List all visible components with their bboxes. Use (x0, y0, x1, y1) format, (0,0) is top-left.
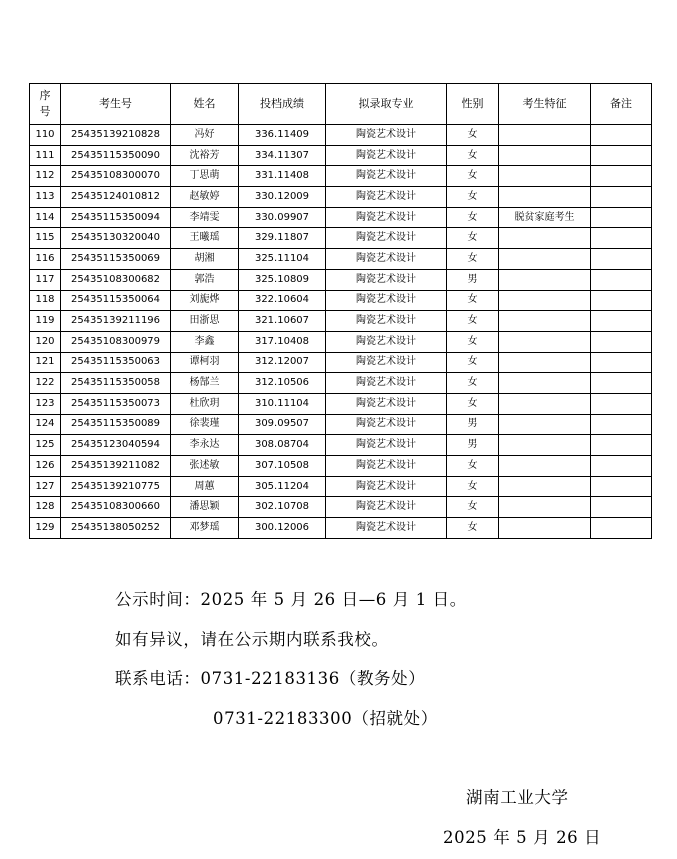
cell-score: 325.10809 (239, 269, 326, 290)
signature-date: 2025 年 5 月 26 日 (443, 828, 602, 847)
cell-gender: 女 (447, 311, 499, 332)
cell-name: 刘旎烨 (171, 290, 239, 311)
cell-feature (499, 331, 591, 352)
header-candidate-id: 考生号 (61, 84, 171, 125)
cell-score: 302.10708 (239, 497, 326, 518)
table-row (30, 125, 652, 146)
table-body (30, 125, 652, 539)
cell-candidate-id: 25435130320040 (61, 228, 171, 249)
cell-seq: 110 (30, 125, 61, 146)
cell-seq: 123 (30, 393, 61, 414)
cell-score: 330.09907 (239, 207, 326, 228)
cell-feature (499, 311, 591, 332)
cell-major: 陶瓷艺术设计 (326, 352, 447, 373)
cell-gender: 男 (447, 435, 499, 456)
cell-candidate-id: 25435115350089 (61, 414, 171, 435)
cell-feature (499, 373, 591, 394)
cell-major: 陶瓷艺术设计 (326, 311, 447, 332)
cell-major: 陶瓷艺术设计 (326, 269, 447, 290)
cell-major: 陶瓷艺术设计 (326, 249, 447, 270)
cell-feature (499, 187, 591, 208)
cell-note (591, 290, 652, 311)
cell-gender: 女 (447, 497, 499, 518)
cell-name: 杜欣玥 (171, 393, 239, 414)
cell-score: 330.12009 (239, 187, 326, 208)
cell-score: 308.08704 (239, 435, 326, 456)
header-name: 姓名 (171, 84, 239, 125)
cell-gender: 女 (447, 207, 499, 228)
cell-note (591, 145, 652, 166)
cell-score: 312.12007 (239, 352, 326, 373)
cell-seq: 113 (30, 187, 61, 208)
cell-seq: 119 (30, 311, 61, 332)
cell-candidate-id: 25435108300979 (61, 331, 171, 352)
cell-gender: 女 (447, 352, 499, 373)
cell-candidate-id: 25435115350094 (61, 207, 171, 228)
table-row (30, 414, 652, 435)
table-row (30, 331, 652, 352)
cell-note (591, 456, 652, 477)
cell-feature (499, 393, 591, 414)
cell-seq: 116 (30, 249, 61, 270)
cell-seq: 118 (30, 290, 61, 311)
cell-major: 陶瓷艺术设计 (326, 518, 447, 539)
admission-table (29, 83, 652, 539)
cell-candidate-id: 25435115350064 (61, 290, 171, 311)
table-row (30, 352, 652, 373)
cell-name: 邓梦瑶 (171, 518, 239, 539)
cell-score: 317.10408 (239, 331, 326, 352)
cell-seq: 120 (30, 331, 61, 352)
cell-name: 田浙思 (171, 311, 239, 332)
cell-major: 陶瓷艺术设计 (326, 166, 447, 187)
cell-note (591, 269, 652, 290)
cell-candidate-id: 25435115350090 (61, 145, 171, 166)
cell-note (591, 352, 652, 373)
cell-note (591, 414, 652, 435)
cell-gender: 女 (447, 393, 499, 414)
header-score: 投档成绩 (239, 84, 326, 125)
cell-name: 王曦瑶 (171, 228, 239, 249)
cell-feature (499, 518, 591, 539)
table-row (30, 269, 652, 290)
cell-feature (499, 145, 591, 166)
cell-name: 丁思萌 (171, 166, 239, 187)
cell-gender: 女 (447, 228, 499, 249)
notice-period: 公示时间：2025 年 5 月 26 日—6 月 1 日。 (115, 590, 467, 609)
table-row (30, 228, 652, 249)
table-row (30, 187, 652, 208)
header-gender: 性别 (447, 84, 499, 125)
cell-candidate-id: 25435139210828 (61, 125, 171, 146)
cell-name: 李鑫 (171, 331, 239, 352)
cell-name: 沈裕芳 (171, 145, 239, 166)
cell-seq: 125 (30, 435, 61, 456)
cell-seq: 127 (30, 476, 61, 497)
cell-note (591, 518, 652, 539)
cell-note (591, 497, 652, 518)
cell-name: 李永达 (171, 435, 239, 456)
cell-candidate-id: 25435115350073 (61, 393, 171, 414)
table-row (30, 207, 652, 228)
cell-feature (499, 352, 591, 373)
cell-major: 陶瓷艺术设计 (326, 497, 447, 518)
table-row (30, 249, 652, 270)
cell-candidate-id: 25435115350069 (61, 249, 171, 270)
cell-note (591, 228, 652, 249)
cell-gender: 女 (447, 331, 499, 352)
cell-major: 陶瓷艺术设计 (326, 145, 447, 166)
cell-note (591, 476, 652, 497)
header-note: 备注 (591, 84, 652, 125)
cell-major: 陶瓷艺术设计 (326, 393, 447, 414)
cell-candidate-id: 25435139211196 (61, 311, 171, 332)
cell-score: 300.12006 (239, 518, 326, 539)
cell-gender: 女 (447, 187, 499, 208)
cell-major: 陶瓷艺术设计 (326, 290, 447, 311)
cell-note (591, 435, 652, 456)
cell-candidate-id: 25435108300070 (61, 166, 171, 187)
header-seq (30, 84, 61, 125)
cell-note (591, 373, 652, 394)
cell-seq: 114 (30, 207, 61, 228)
table-header-row (30, 84, 652, 125)
cell-seq: 126 (30, 456, 61, 477)
table-row (30, 373, 652, 394)
cell-score: 312.10506 (239, 373, 326, 394)
table-row (30, 166, 652, 187)
cell-seq: 129 (30, 518, 61, 539)
cell-name: 谭柯羽 (171, 352, 239, 373)
cell-major: 陶瓷艺术设计 (326, 228, 447, 249)
cell-major: 陶瓷艺术设计 (326, 456, 447, 477)
cell-feature (499, 435, 591, 456)
cell-candidate-id: 25435115350063 (61, 352, 171, 373)
cell-gender: 女 (447, 249, 499, 270)
cell-note (591, 393, 652, 414)
table-row (30, 393, 652, 414)
cell-note (591, 311, 652, 332)
cell-feature (499, 290, 591, 311)
cell-feature (499, 249, 591, 270)
header-seq-line1: 序 (39, 89, 51, 102)
cell-feature (499, 497, 591, 518)
cell-name: 胡湘 (171, 249, 239, 270)
cell-candidate-id: 25435139211082 (61, 456, 171, 477)
cell-name: 潘思颖 (171, 497, 239, 518)
cell-feature (499, 166, 591, 187)
cell-score: 321.10607 (239, 311, 326, 332)
cell-note (591, 249, 652, 270)
cell-gender: 女 (447, 476, 499, 497)
cell-score: 310.11104 (239, 393, 326, 414)
cell-major: 陶瓷艺术设计 (326, 476, 447, 497)
cell-gender: 女 (447, 125, 499, 146)
cell-note (591, 125, 652, 146)
cell-name: 李靖雯 (171, 207, 239, 228)
cell-gender: 女 (447, 166, 499, 187)
cell-candidate-id: 25435124010812 (61, 187, 171, 208)
cell-gender: 女 (447, 518, 499, 539)
cell-gender: 女 (447, 290, 499, 311)
cell-seq: 122 (30, 373, 61, 394)
cell-name: 赵敏婷 (171, 187, 239, 208)
cell-major: 陶瓷艺术设计 (326, 125, 447, 146)
cell-score: 305.11204 (239, 476, 326, 497)
header-major: 拟录取专业 (326, 84, 447, 125)
table-row (30, 456, 652, 477)
signature-school: 湖南工业大学 (466, 788, 569, 807)
cell-candidate-id: 25435123040594 (61, 435, 171, 456)
cell-score: 334.11307 (239, 145, 326, 166)
cell-seq: 124 (30, 414, 61, 435)
cell-note (591, 331, 652, 352)
header-feature: 考生特征 (499, 84, 591, 125)
table-row (30, 145, 652, 166)
table-row (30, 497, 652, 518)
cell-gender: 男 (447, 414, 499, 435)
cell-seq: 121 (30, 352, 61, 373)
cell-name: 周蕙 (171, 476, 239, 497)
cell-seq: 111 (30, 145, 61, 166)
cell-candidate-id: 25435108300682 (61, 269, 171, 290)
cell-score: 325.11104 (239, 249, 326, 270)
cell-major: 陶瓷艺术设计 (326, 414, 447, 435)
cell-feature (499, 269, 591, 290)
cell-feature (499, 228, 591, 249)
cell-major: 陶瓷艺术设计 (326, 435, 447, 456)
cell-feature (499, 456, 591, 477)
table-row (30, 435, 652, 456)
cell-gender: 女 (447, 145, 499, 166)
cell-name: 徐裴瑾 (171, 414, 239, 435)
cell-score: 329.11807 (239, 228, 326, 249)
cell-feature: 脱贫家庭考生 (499, 207, 591, 228)
notice-objection: 如有异议，请在公示期内联系我校。 (115, 630, 389, 649)
cell-score: 307.10508 (239, 456, 326, 477)
cell-candidate-id: 25435108300660 (61, 497, 171, 518)
cell-seq: 117 (30, 269, 61, 290)
cell-major: 陶瓷艺术设计 (326, 207, 447, 228)
cell-feature (499, 414, 591, 435)
cell-feature (499, 125, 591, 146)
table-row (30, 290, 652, 311)
header-seq-line2: 号 (39, 105, 51, 118)
notice-contact-admissions: 0731-22183300（招就处） (213, 709, 438, 728)
cell-feature (499, 476, 591, 497)
cell-score: 322.10604 (239, 290, 326, 311)
cell-score: 331.11408 (239, 166, 326, 187)
table-row (30, 311, 652, 332)
cell-score: 336.11409 (239, 125, 326, 146)
table-row (30, 518, 652, 539)
cell-note (591, 187, 652, 208)
cell-candidate-id: 25435115350058 (61, 373, 171, 394)
cell-name: 冯好 (171, 125, 239, 146)
cell-major: 陶瓷艺术设计 (326, 373, 447, 394)
cell-name: 郭浩 (171, 269, 239, 290)
cell-candidate-id: 25435138050252 (61, 518, 171, 539)
cell-note (591, 166, 652, 187)
notice-contact-academic: 联系电话：0731-22183136（教务处） (115, 669, 426, 688)
cell-gender: 女 (447, 456, 499, 477)
cell-seq: 112 (30, 166, 61, 187)
cell-name: 张述敏 (171, 456, 239, 477)
cell-note (591, 207, 652, 228)
cell-gender: 女 (447, 373, 499, 394)
cell-candidate-id: 25435139210775 (61, 476, 171, 497)
cell-score: 309.09507 (239, 414, 326, 435)
cell-seq: 128 (30, 497, 61, 518)
cell-name: 杨郜兰 (171, 373, 239, 394)
table-row (30, 476, 652, 497)
cell-gender: 男 (447, 269, 499, 290)
cell-seq: 115 (30, 228, 61, 249)
cell-major: 陶瓷艺术设计 (326, 331, 447, 352)
cell-major: 陶瓷艺术设计 (326, 187, 447, 208)
